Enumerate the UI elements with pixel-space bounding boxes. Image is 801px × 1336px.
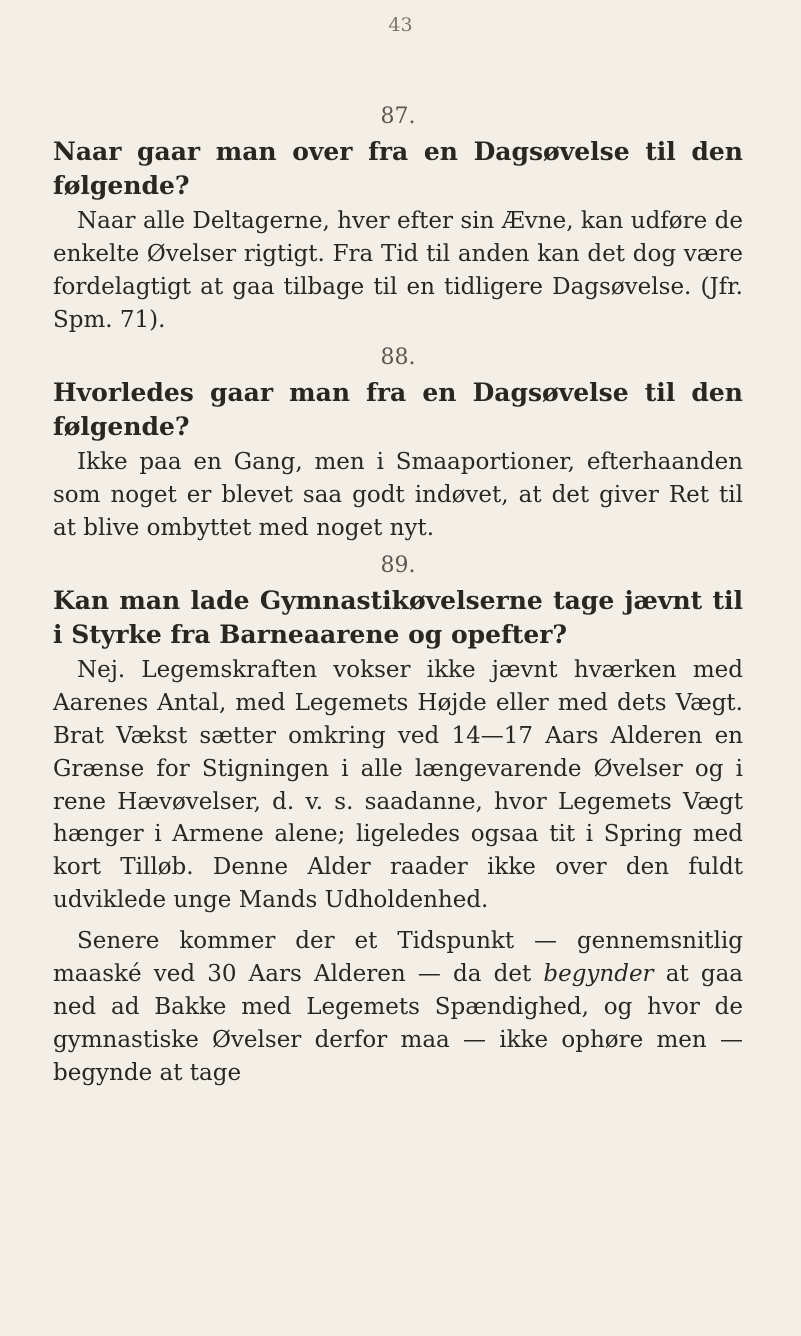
answer-89: Nej. Legemskraften vokser ikke jævnt hværken med Aarenes Antal, med Legemets Højde eller med dets Vægt. Brat Vækst sætter omkring ved 14—17 Aars Alderen en Grænse for Stigningen i alle længevarende Øvelser og i rene Hævøvelser, d. v. s. saadanne, hvor Legemets Vægt hænger i Armene alene; ligeledes ogsaa tit i Spring med kort Tilløb. Denne Alder raader ikke over den fuldt udviklede unge Mands Udholdenhed. (53, 657, 743, 914)
question-89: Kan man lade Gymnastikøvelserne tage jævnt til i Styrke fra Barneaarene og opefter? (53, 586, 743, 650)
answer-89-text-after-italic: at gaa ned ad Bakke med Legemets Spændighed, og hvor de gymnastiske Øvelser derfor maa — ikke ophøre men — begynde at tage (53, 960, 744, 1086)
page-number: 43 (388, 14, 413, 36)
section-number: 89. (380, 552, 416, 578)
answer-89-text-before-italic: Senere kommer der et Tidspunkt — gennemsnitlig maaské ved 30 Aars Alderen — da det (53, 928, 743, 987)
answer-87: Naar alle Deltagerne, hver efter sin Ævne, kan udføre de enkelte Øvelser rigtigt. Fra Tid til anden kan det dog være fordelagtigt at gaa tilbage til en tidligere Dagsøvelse. (Jfr. Spm. 71). (53, 208, 743, 333)
section-number: 87. (380, 104, 416, 129)
answer-89-italic-word: begynder (543, 960, 654, 987)
answer-89-continuation (53, 925, 743, 1089)
section-87 (53, 104, 743, 337)
question-88: Hvorledes gaar man fra en Dagsøvelse til den følgende? (53, 378, 743, 442)
answer-88: Ikke paa en Gang, men i Smaaportioner, efterhaanden som noget er blevet saa godt indøvet, at det giver Ret til at blive ombyttet med noget nyt. (53, 449, 743, 541)
section-number: 88. (380, 344, 416, 370)
question-87: Naar gaar man over fra en Dagsøvelse til den følgende? (53, 137, 743, 201)
section-88 (53, 345, 743, 545)
section-89 (53, 553, 743, 1090)
page-content (53, 104, 743, 1097)
